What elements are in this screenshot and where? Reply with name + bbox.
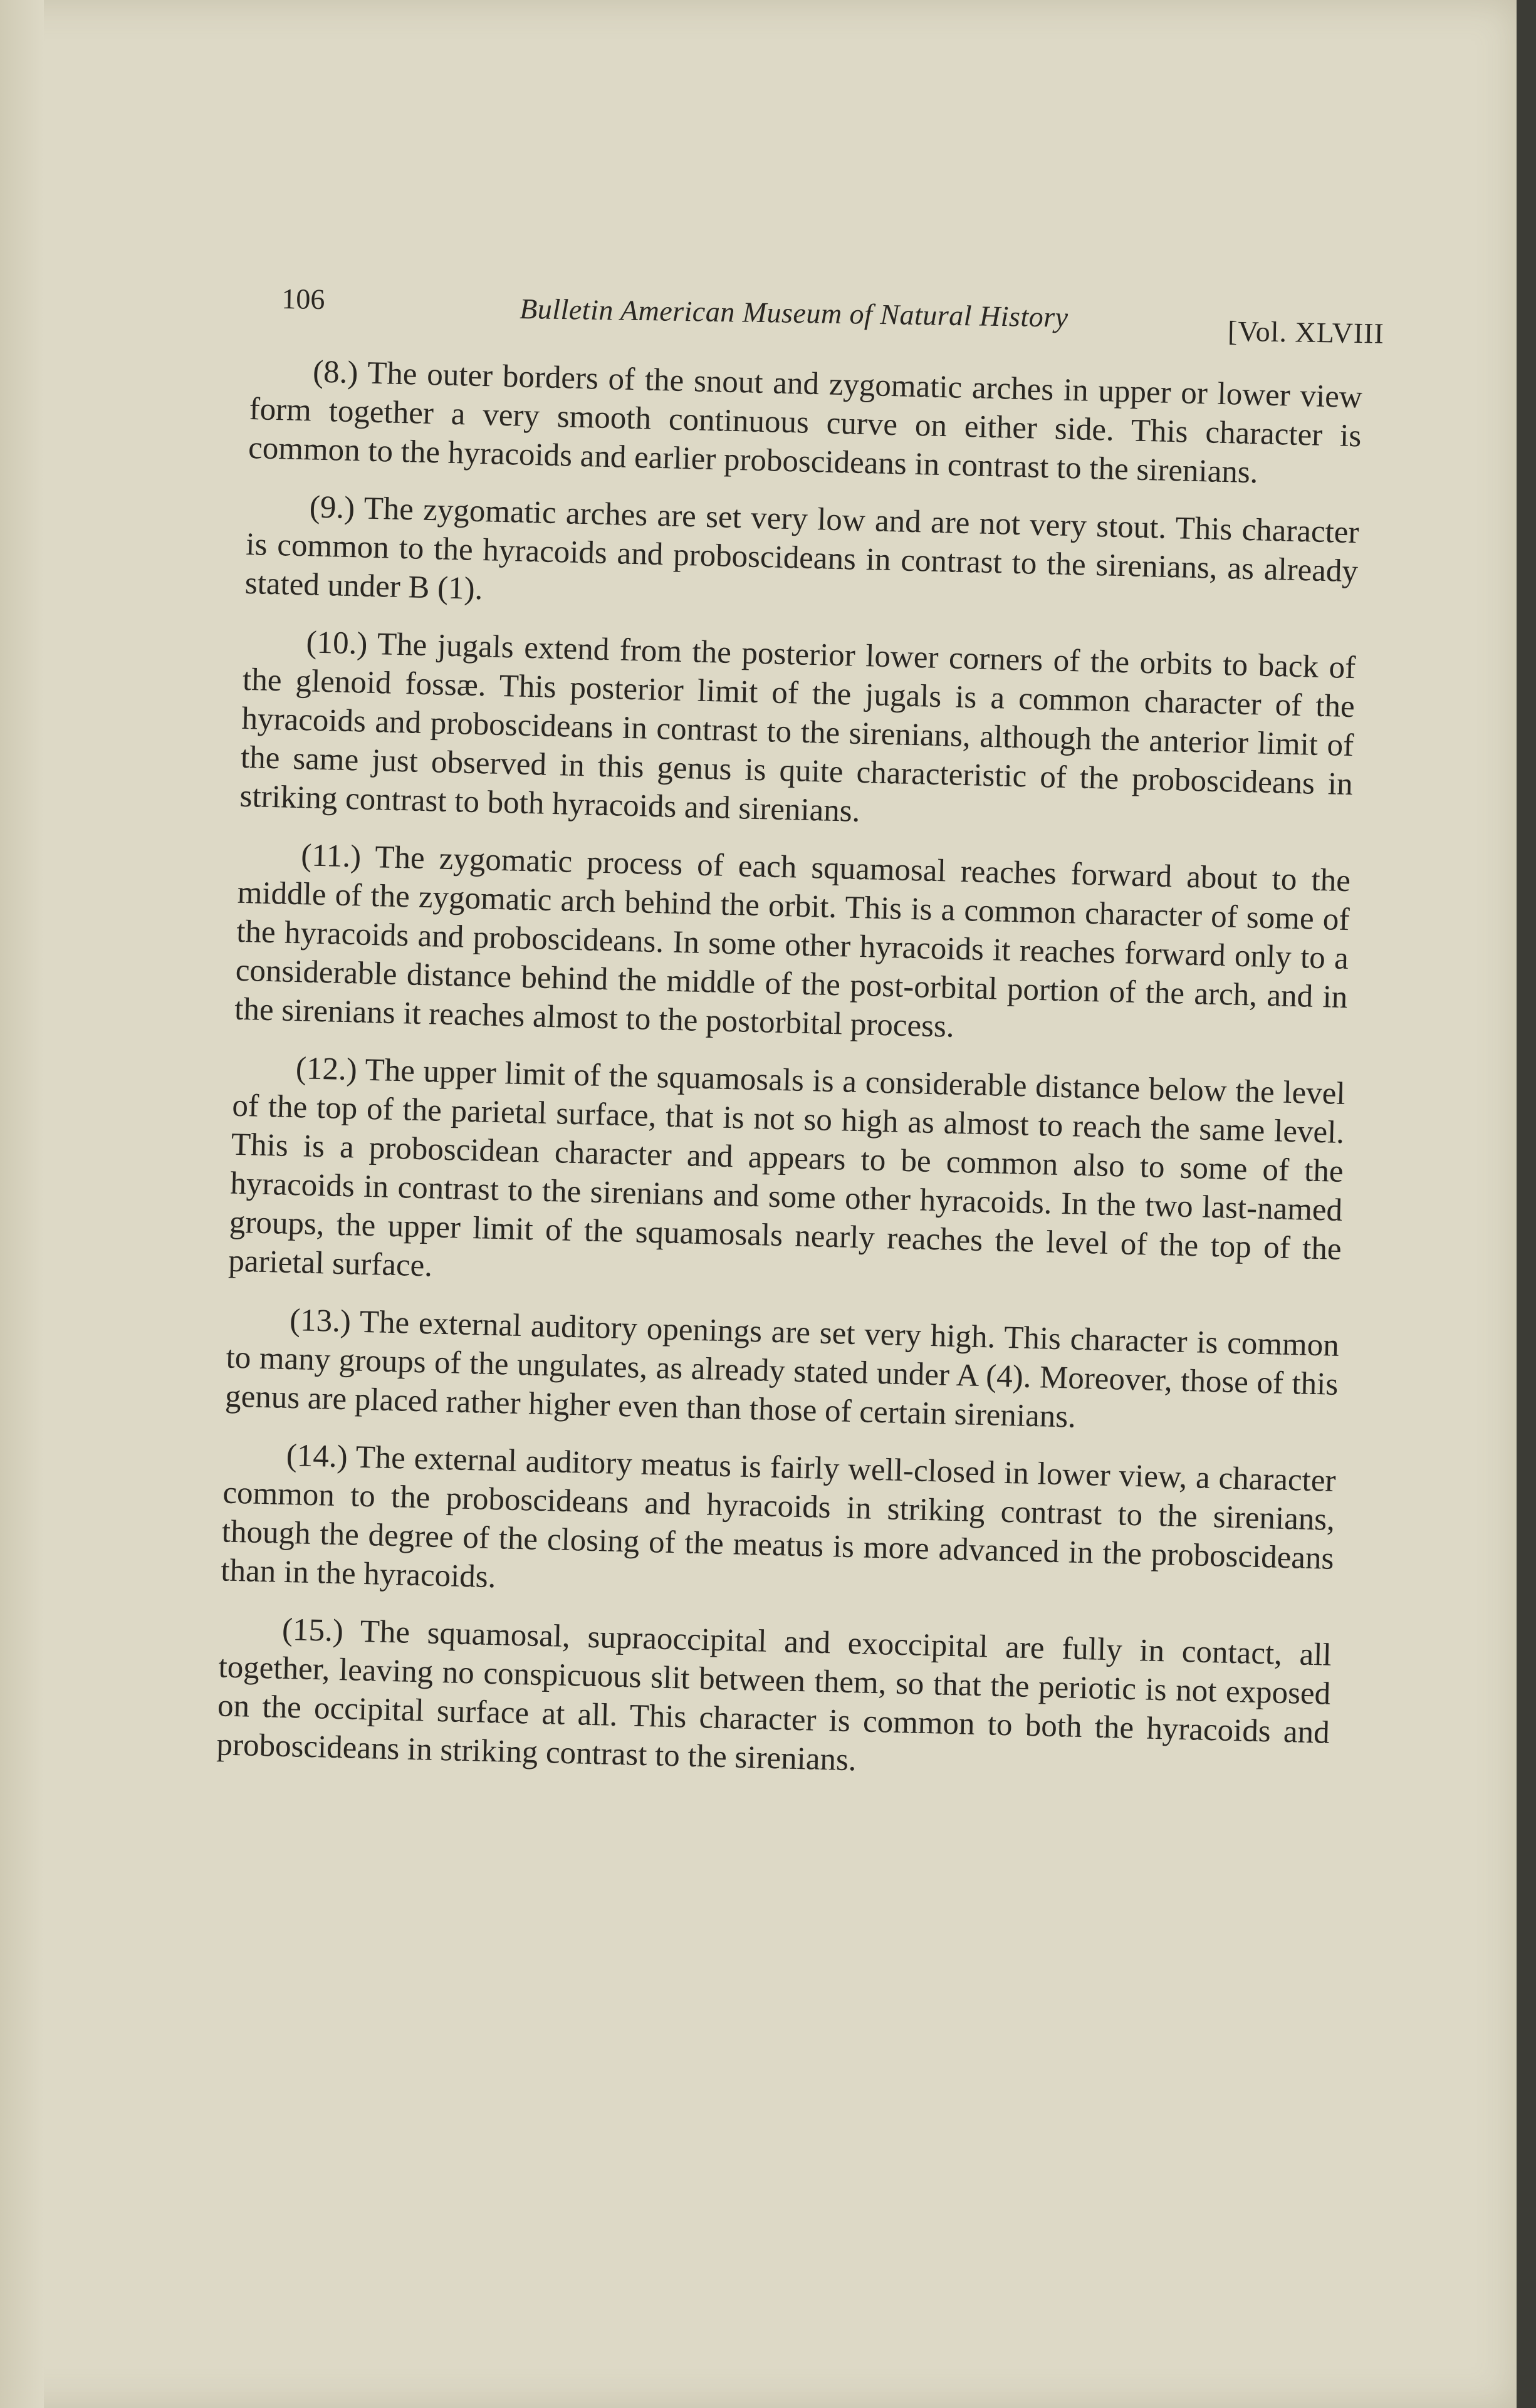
- paragraph-8: (8.) The outer borders of the snout and zygomatic arches in upper or lower view form together a very smooth continuous curve on either side. This character is common to the hyracoids and earlier proboscideans in contrast to the sirenians.: [248, 354, 1363, 491]
- paragraph-10: (10.) The jugals extend from the posterior lower corners of the orbits to back of the glenoid fossæ. This posterior limit of the jugals is a common character of the hyracoids and proboscideans in contrast to the sirenians, although the anterior limit of the same just observed in this genus is quite characteristic of the proboscideans in striking contrast to both hyracoids and sirenians.: [239, 625, 1356, 829]
- paragraph-15: (15.) The squamosal, supraoccipital and exoccipital are fully in contact, all together, leaving no conspicuous slit between them, so that the periotic is not exposed on the occipital surface at all. This character is common to both the hyracoids and proboscideans in striking contrast to the sirenians.: [216, 1612, 1332, 1778]
- running-header: [281, 276, 1385, 350]
- paragraph-13: (13.) The external auditory openings are set very high. This character is common to many groups of the ungulates, as already stated under A (4). Moreover, those of this genus are placed rather higher even than those of certain sirenians.: [224, 1302, 1340, 1435]
- page-edge: [0, 0, 44, 2408]
- paragraph-9: (9.) The zygomatic arches are set very low and are not very stout. This character is common to the hyracoids and proboscideans in contrast to the sirenians, as already stated under B (1).: [244, 489, 1360, 607]
- paragraph-11: (11.) The zygomatic process of each squamosal reaches forward about to the middle of the zygomatic arch behind the orbit. This is a common character of some of the hyracoids and proboscideans. In some other hyracoids it reaches forward only to a considerable distance behind the middle of the post-orbital portion of the arch, and in the sirenians it reaches almost to the postorbital process.: [234, 838, 1351, 1045]
- paragraph-12: (12.) The upper limit of the squamosals is a considerable distance below the level of the top of the parietal surface, that is not so high as almost to reach the same level. This is a proboscidean character and appears to be common also to some of the hyracoids in contrast to the sirenians and some other hyracoids. In the two last-named groups, the upper limit of the squamosals nearly reaches the level of the top of the parietal surface.: [227, 1051, 1346, 1284]
- scan-background-edge: [1517, 0, 1536, 2408]
- paragraph-14: (14.) The external auditory meatus is fairly well-closed in lower view, a character common to the proboscideans and hyracoids in striking contrast to the sirenians, though the degree of the closing of the meatus is more advanced in the proboscideans than in the hyracoids.: [220, 1437, 1337, 1595]
- running-title: Bulletin American Museum of Natural History: [519, 292, 1068, 333]
- body-text: [216, 351, 1362, 1810]
- volume-label: [Vol. XLVIII: [1227, 315, 1385, 350]
- page-number: 106: [281, 282, 325, 316]
